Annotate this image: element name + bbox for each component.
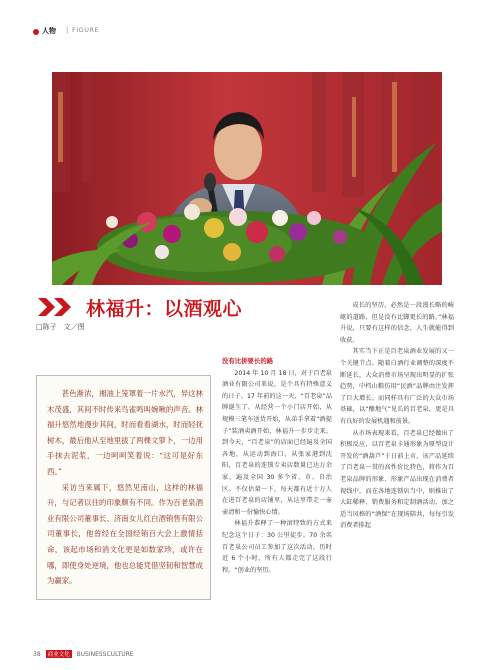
magazine-name: 商业文化 (47, 652, 70, 658)
body-paragraph: 成长的坚历，必然是一段漫长略的崎岖的道路，但是没有比脚更长的路。”林福升说，只要有这样的信念，人生就能得到收获。 (340, 302, 454, 344)
magazine-english: BUSINESSCULTURE (76, 651, 134, 658)
article-title: 林福升：以酒观心 (86, 298, 243, 320)
pull-quote-paragraph: 采访当来属下，悠然见南山，这样的林福升，与记者以往的印象颇有不同。作为百老泉酒业有限公司董事长、济南女儿红白酒销售有限公司董事长，他曾经在全国经销百大会上激情括命，该起市场和消文化更是如数家珍，或许在哪，即使身处逆境，他也总能凭借坚韧和智慧成为赢家。 (47, 482, 203, 586)
pull-quote-paragraph: 甚色渐浓，湘油上笼罩着一片水汽，异这林木茂盛，其间不时传来鸟雀鸣叫婉啾的声音。林福升悠然地漫步其间，时而看看湖水，时而轻抚树木，最后他从至地里拔了两棵文箩卜，一边用手抹去泥浆，一边呵呵笑着说：“这可是好东西。” (47, 389, 203, 476)
body-paragraph: 2014 年 10 月 18 日，对于百老泉酒业有限公司来说，是个具有特殊意义的日子。17 年前的这一天，“百老泉”品牌诞生了。从经营一个小门店开始，从规模三笔车送货开始，从弟手拿着“酒提子”装酒卖酒开始，林福升一步步走来。到今天，“百老泉”的店面已经遍及全国各地，从运动到海口，从张家港到沈阳，百老泉的连锁专卖店数量已达万余家，遍及全国 30 多个省、市、自治区。不仅估量一下，每天都有近十万人在进百老泉的店铺里，从这里带走一壶壶清和一份愉快心情。 (222, 369, 332, 516)
pull-quote-box (36, 375, 211, 600)
body-column-middle (222, 356, 332, 653)
body-paragraph: 林福升恭释了一种滚特致的方式来纪念这个日子：30 公里徒步。70 余名百老泉公司员工参加了这次活动，历时近 6 个小时，所有人都走完了这段行程。“创业的坚历。 (222, 520, 332, 574)
header-separator: | (66, 26, 69, 34)
page-footer (33, 650, 134, 660)
body-column-right (340, 300, 454, 653)
page-number: 38 (33, 651, 41, 658)
article-byline: □陈子 文／图 (36, 323, 85, 331)
header-section: 人物 (42, 27, 56, 35)
page-header (33, 26, 463, 40)
double-chevron-icon (36, 296, 76, 318)
section-subhead: 没有比拼要长的路 (222, 357, 274, 365)
body-paragraph: 从市场表现来看，百老泉已经做出了积极反应，以百老泉卡通形象为原型设计开发的“酒葫芦”于日前上市，该产品延续了百老泉一贯的高性价比特色，将作为百老泉品牌的形象、形象产品出现在消费者视线中，而在各地连锁店当中，则推出了大缸稀释、销费服务和定制酒活动，加之适当风格的“酒保”在现场陪共，每每引发消费者排起 (340, 429, 454, 530)
body-paragraph: 其实当下正是百老泉酒业发展的又一个关键节点。随着白酒行业调整的深度不断延长，大众消费市场呈现出明显的扩张趋势，中档山粮仿用“民酒”品牌由注发挥了巨大增长。而同样具有广泛的大众市场基础，以“酿地气”见长的百老泉，更是具有良好的发展机遇和前景。 (340, 348, 454, 425)
pull-quote (47, 386, 203, 590)
header-subtitle: FIGURE (72, 26, 100, 34)
hero-photo (52, 72, 442, 285)
section-marker-icon (33, 29, 39, 35)
